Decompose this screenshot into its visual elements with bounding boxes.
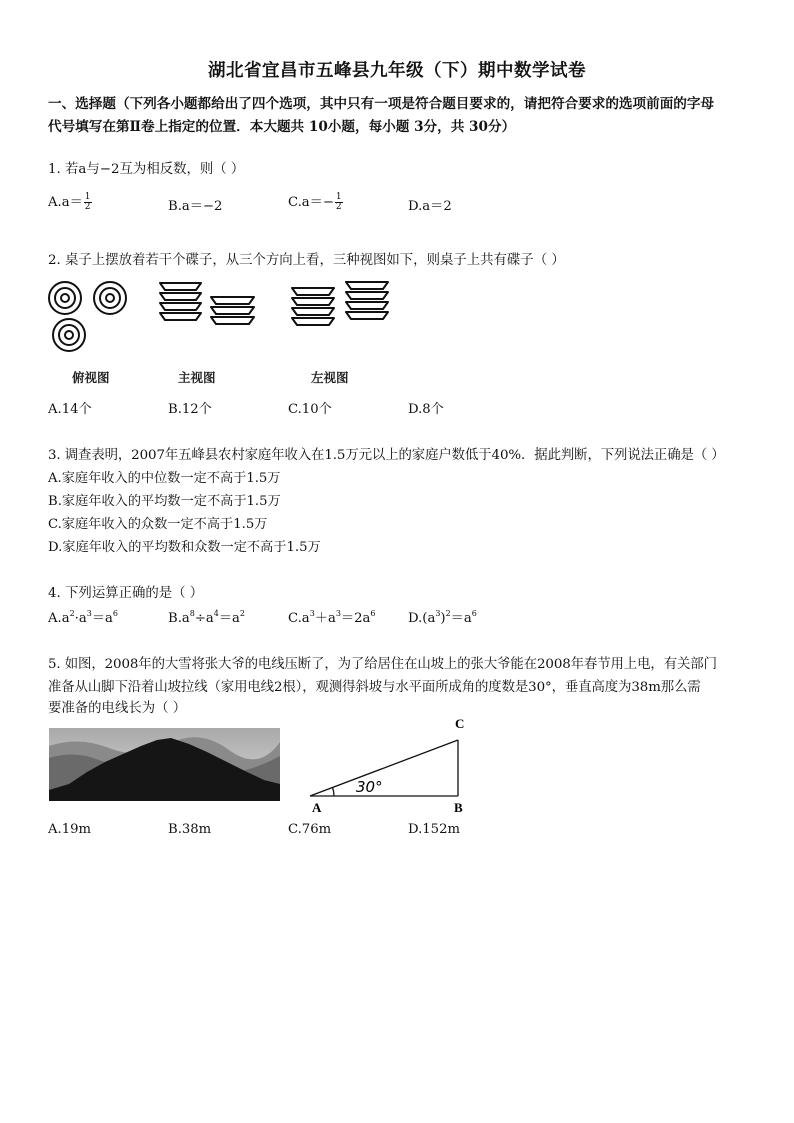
q2-option-d: D.8个	[408, 402, 444, 417]
q5-option-c: C.76m	[288, 822, 332, 837]
q1-option-b: B.a＝−2	[168, 199, 223, 214]
q3-option-a: A.家庭年收入的中位数一定不高于1.5万	[48, 471, 281, 486]
point-c-label: C	[455, 716, 465, 731]
q4-option-d: $D.(a^3)^2=a^6$	[408, 609, 477, 626]
plates-front-view	[158, 280, 258, 326]
fraction-half: $\frac{1}{2}$	[84, 192, 91, 212]
q4-option-a: $A.a^2\cdot a^3=a^6$	[48, 609, 118, 626]
q5-option-a: A.19m	[48, 822, 92, 837]
q3-stem: 3. 调查表明，2007年五峰县农村家庭年收入在1.5万元以上的家庭户数低于40%．据此判断，下列说法正确是（ ）	[48, 448, 725, 463]
q5-option-d: D.152m	[408, 822, 460, 837]
q3-option-b: B.家庭年收入的平均数一定不高于1.5万	[48, 494, 281, 509]
q5-stem-line2: 准备从山脚下沿着山坡拉线（家用电线2根），观测得斜坡与水平面所成角的度数是30°，垂直高度为38m那么需	[48, 680, 701, 695]
q3-option-d: D.家庭年收入的平均数和众数一定不高于1.5万	[48, 540, 321, 555]
q4-option-c: $C.a^3+a^3=2a^6$	[288, 609, 376, 626]
angle-label: 30°	[356, 778, 383, 796]
q1-option-a: A.a＝ $\frac{1}{2}$	[48, 192, 91, 212]
q4-stem: 4. 下列运算正确的是（ ）	[48, 586, 204, 601]
q1-stem: 1. 若a与−2互为相反数，则（ ）	[48, 162, 245, 177]
plates-top-view	[48, 279, 133, 354]
mountain-photo	[49, 728, 280, 801]
q5-stem-line1: 5. 如图，2008年的大雪将张大爷的电线压断了，为了给居住在山坡上的张大爷能在2008年春节用上电，有关部门	[48, 657, 717, 672]
q2-option-c: C.10个	[288, 402, 332, 417]
q2-option-b: B.12个	[168, 402, 212, 417]
q5-option-b: B.38m	[168, 822, 212, 837]
q1-option-c: C.a＝− $\frac{1}{2}$	[288, 192, 342, 212]
q4-option-b: $B.a^8\div a^4=a^2$	[168, 609, 246, 626]
plates-left-view	[290, 280, 390, 326]
q5-stem-line3: 要准备的电线长为（ ）	[48, 701, 187, 716]
q1-option-d: D.a＝2	[408, 199, 452, 214]
q3-option-c: C.家庭年收入的众数一定不高于1.5万	[48, 517, 268, 532]
section-instructions-line2: 代号填写在第Ⅱ卷上指定的位置．本大题共 10小题，每小题 3分，共 30分）	[48, 119, 516, 135]
label-left-view: 左视图	[311, 370, 349, 385]
label-front-view: 主视图	[178, 370, 216, 385]
fraction-half: $\frac{1}{2}$	[335, 192, 342, 212]
point-a-label: A	[312, 800, 322, 815]
q2-option-a: A.14个	[48, 402, 92, 417]
triangle-diagram	[300, 712, 475, 817]
label-top-view: 俯视图	[72, 370, 110, 385]
point-b-label: B	[454, 800, 463, 815]
page-title: 湖北省宜昌市五峰县九年级（下）期中数学试卷	[208, 61, 586, 81]
q2-stem: 2. 桌子上摆放着若干个碟子，从三个方向上看，三种视图如下，则桌子上共有碟子（ ）	[48, 253, 565, 268]
section-instructions-line1: 一、选择题（下列各小题都给出了四个选项，其中只有一项是符合题目要求的，请把符合要求的选项前面的字母	[48, 96, 715, 112]
